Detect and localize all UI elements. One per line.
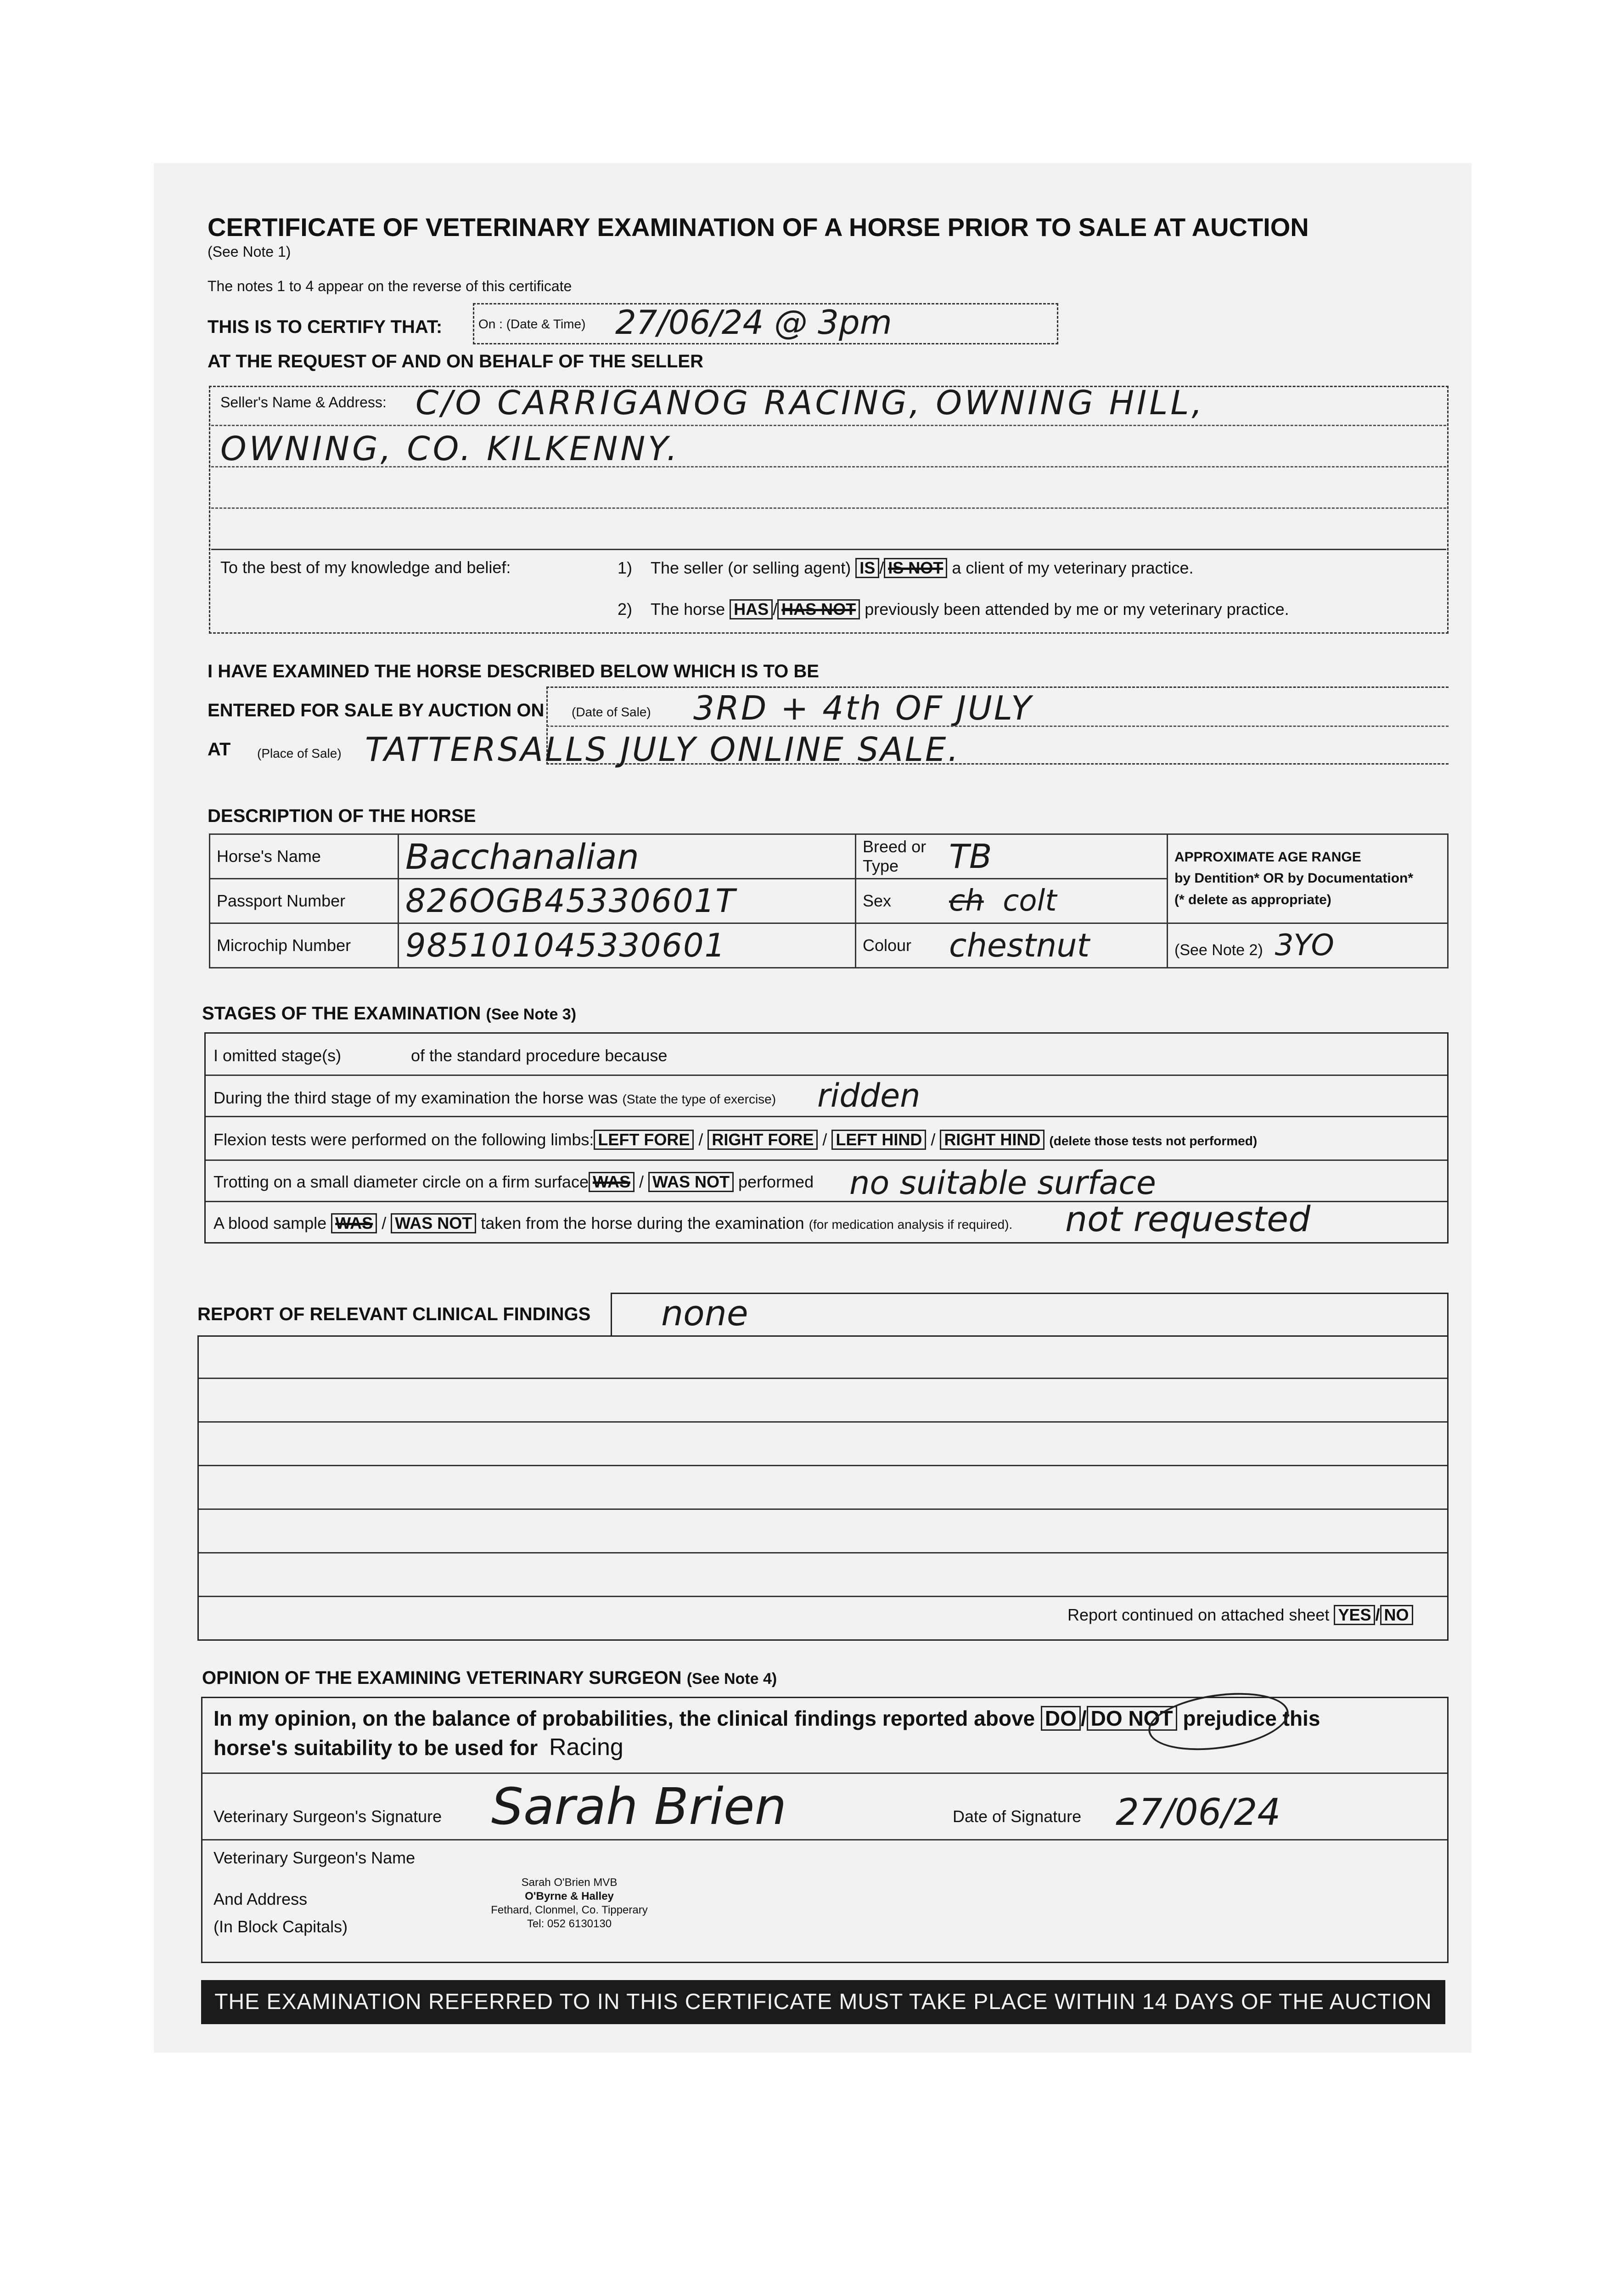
place-of-sale-label: (Place of Sale)	[257, 746, 342, 760]
seller-label: Seller's Name & Address:	[220, 394, 387, 411]
on-date-value: 27/06/24 @ 3pm	[615, 303, 892, 342]
age-by: by Dentition* OR by Documentation*	[1174, 871, 1414, 886]
date-of-sale-label: (Date of Sale)	[572, 705, 651, 719]
certificate-title: CERTIFICATE OF VETERINARY EXAMINATION OF A HORSE PRIOR TO SALE AT AUCTION	[208, 213, 1309, 242]
left-fore-option[interactable]: LEFT FORE	[594, 1130, 694, 1150]
left-hind-option[interactable]: LEFT HIND	[831, 1130, 926, 1150]
on-date-label: On : (Date & Time)	[478, 317, 586, 331]
blood-was-not-option[interactable]: WAS NOT	[391, 1213, 476, 1233]
entered-label: ENTERED FOR SALE BY AUCTION ON	[208, 700, 545, 720]
horse-name-label: Horse's Name	[210, 834, 399, 879]
trotting-row: Trotting on a small diameter circle on a firm surface WAS / WAS NOT performed	[213, 1172, 814, 1191]
request-line: AT THE REQUEST OF AND ON BEHALF OF THE SELLER	[208, 351, 703, 371]
notes-line: The notes 1 to 4 appear on the reverse of this certificate	[208, 278, 572, 294]
vet-address-label: And Address	[213, 1890, 308, 1908]
report-heading: REPORT OF RELEVANT CLINICAL FINDINGS	[197, 1304, 591, 1324]
omitted-label: I omitted stage(s)	[213, 1046, 342, 1065]
breed-value: TB	[949, 837, 992, 876]
vet-name-label: Veterinary Surgeon's Name	[213, 1848, 416, 1867]
blood-row: A blood sample WAS / WAS NOT taken from the horse during the examination (for medication analysis if required).	[213, 1214, 1013, 1232]
opinion-do-option[interactable]: DO	[1041, 1706, 1081, 1731]
certify-label: THIS IS TO CERTIFY THAT:	[208, 317, 443, 337]
omitted-mid: of the standard procedure because	[411, 1046, 668, 1065]
stages-note: (See Note 3)	[486, 1006, 577, 1023]
trotting-post: performed	[738, 1172, 814, 1191]
passport-label: Passport Number	[210, 879, 399, 923]
colour-label: Colour	[856, 923, 943, 968]
report-box	[197, 1335, 1449, 1641]
footer-banner: THE EXAMINATION REFERRED TO IN THIS CERTIFICATE MUST TAKE PLACE WITHIN 14 DAYS OF THE AUCTION	[201, 1980, 1445, 2024]
is-not-option[interactable]: IS NOT	[884, 558, 947, 578]
breed-label: Breed or Type	[856, 834, 943, 879]
seller-line2: OWNING, CO. KILKENNY.	[220, 429, 680, 468]
opinion-text-pre: In my opinion, on the balance of probabilities, the clinical findings reported above	[213, 1706, 1035, 1730]
date-of-signature-label: Date of Signature	[953, 1807, 1082, 1826]
age-delete: (* delete as appropriate)	[1174, 892, 1331, 907]
trotting-was-option[interactable]: WAS	[589, 1172, 635, 1192]
examined-heading: I HAVE EXAMINED THE HORSE DESCRIBED BELOW WHICH IS TO BE	[208, 661, 819, 681]
date-of-sale-value: 3RD + 4th OF JULY	[693, 689, 1033, 727]
vet-block-capitals-label: (In Block Capitals)	[213, 1917, 348, 1936]
belief-item-2: 2) The horse HAS / HAS NOT previously been attended by me or my veterinary practice.	[618, 600, 1289, 619]
report-continued-yes[interactable]: YES	[1334, 1605, 1375, 1625]
stamp-line-4: Tel: 052 6130130	[527, 1918, 612, 1930]
passport-value: 826OGB45330601T	[405, 882, 736, 920]
see-note-1: (See Note 1)	[208, 243, 291, 260]
blood-post: taken from the horse during the examination	[481, 1214, 804, 1232]
blood-label: A blood sample	[213, 1214, 327, 1232]
place-of-sale-value: TATTERSALLS JULY ONLINE SALE.	[365, 730, 960, 769]
age-value: 3YO	[1275, 929, 1334, 962]
signature-value: Sarah Brien	[491, 1777, 787, 1836]
horse-name-value: Bacchanalian	[405, 836, 639, 877]
report-continued-no[interactable]: NO	[1380, 1605, 1413, 1625]
right-fore-option[interactable]: RIGHT FORE	[708, 1130, 818, 1150]
stages-heading: STAGES OF THE EXAMINATION	[202, 1003, 481, 1024]
age-heading: APPROXIMATE AGE RANGE	[1174, 849, 1361, 865]
flexion-note: (delete those tests not performed)	[1049, 1134, 1258, 1148]
sex-struck-value: ch	[949, 884, 984, 918]
flexion-label: Flexion tests were performed on the following limbs:	[213, 1130, 594, 1149]
right-hind-option[interactable]: RIGHT HIND	[940, 1130, 1045, 1150]
microchip-label: Microchip Number	[210, 923, 399, 968]
sex-label: Sex	[856, 879, 943, 923]
stamp-line-1: Sarah O'Brien MVB	[521, 1876, 618, 1889]
report-continued-label: Report continued on attached sheet	[1067, 1605, 1330, 1624]
sex-value: colt	[1003, 884, 1057, 918]
is-option[interactable]: IS	[855, 558, 879, 578]
has-not-option[interactable]: HAS NOT	[777, 599, 860, 619]
third-stage-hint: (State the type of exercise)	[622, 1092, 776, 1106]
age-range-cell	[1168, 834, 1448, 923]
has-option[interactable]: HAS	[730, 599, 773, 619]
signature-label: Veterinary Surgeon's Signature	[213, 1807, 442, 1826]
blood-hint: (for medication analysis if required).	[809, 1217, 1013, 1232]
colour-value: chestnut	[949, 927, 1090, 964]
belief-item-1: 1) The seller (or selling agent) IS / IS NOT a client of my veterinary practice.	[618, 558, 1194, 577]
seller-line1: C/O CARRIGANOG RACING, OWNING HILL,	[416, 383, 1205, 422]
report-value: none	[661, 1293, 748, 1334]
blood-was-option[interactable]: WAS	[331, 1213, 377, 1233]
vet-stamp	[487, 1876, 652, 1931]
opinion-line2-pre: horse's suitability to be used for	[213, 1736, 538, 1760]
opinion-line2-value: Racing	[549, 1734, 623, 1761]
opinion-do-not-option[interactable]: DO NOT	[1087, 1706, 1177, 1731]
third-stage-value: ridden	[817, 1077, 921, 1114]
at-label: AT	[208, 739, 231, 760]
third-stage-label: During the third stage of my examination the horse was	[213, 1088, 618, 1107]
stamp-line-3: Fethard, Clonmel, Co. Tipperary	[491, 1904, 648, 1916]
opinion-heading: OPINION OF THE EXAMINING VETERINARY SURGEON	[202, 1668, 682, 1688]
stamp-line-2: O'Byrne & Halley	[525, 1890, 614, 1902]
trotting-label: Trotting on a small diameter circle on a firm surface	[213, 1172, 589, 1191]
trotting-value: no suitable surface	[849, 1164, 1156, 1202]
description-heading: DESCRIPTION OF THE HORSE	[208, 806, 476, 826]
blood-value: not requested	[1065, 1199, 1311, 1239]
date-of-signature-value: 27/06/24	[1116, 1791, 1281, 1834]
seller-box	[209, 386, 1449, 634]
opinion-text-post: prejudice this	[1183, 1706, 1320, 1730]
belief-label: To the best of my knowledge and belief:	[220, 558, 511, 577]
description-table	[209, 833, 1449, 968]
microchip-value: 985101045330601	[405, 927, 726, 964]
age-note: (See Note 2)	[1174, 941, 1263, 959]
trotting-was-not-option[interactable]: WAS NOT	[648, 1172, 734, 1192]
opinion-note: (See Note 4)	[686, 1670, 777, 1688]
flexion-row: Flexion tests were performed on the following limbs: LEFT FORE / RIGHT FORE / LEFT HIND / RIGHT HIND (delete those tests not performed)	[213, 1130, 1258, 1149]
